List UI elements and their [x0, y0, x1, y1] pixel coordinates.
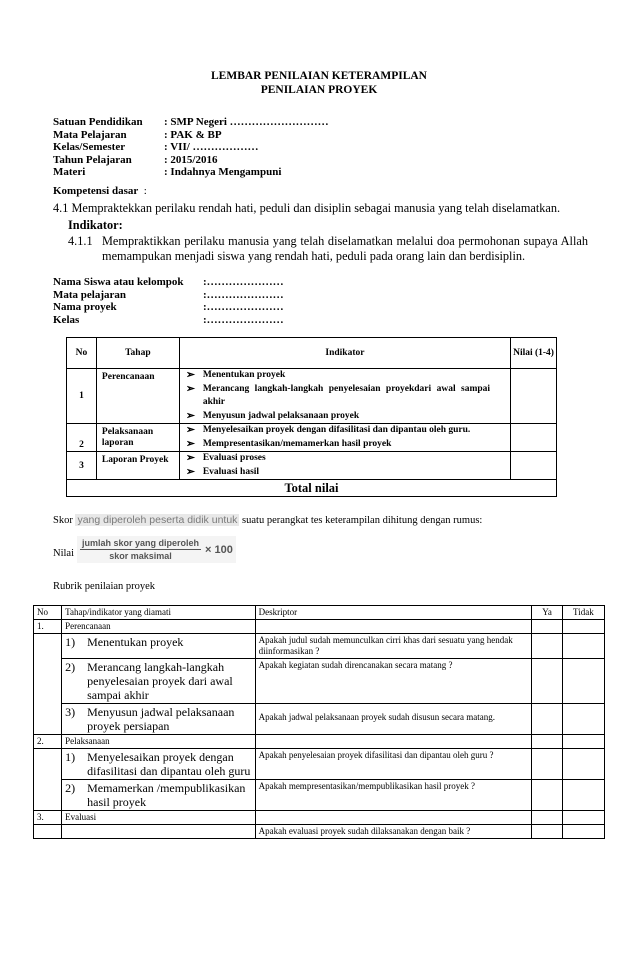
arrow-bullet-icon: ➢ [185, 437, 196, 450]
ya-cell[interactable] [532, 659, 562, 704]
list-item: ➢ Menyelesaikan proyek dengan difasilitasi dan dipantau oleh guru. [185, 424, 471, 436]
list-item: ➢ Merancang langkah-langkah penyelesaian proyekdari awal sampai akhir [180, 383, 510, 410]
arrow-bullet-icon: ➢ [185, 409, 196, 422]
col-nilai: Nilai (1-4) [511, 338, 557, 369]
table-row: 2) Merancang langkah-langkah penyelesaian proyek dari awal sampai akhir Apakah kegiatan sudah direncanakan secara matang ? [34, 659, 605, 704]
section-row: 1. Perencanaan [34, 620, 605, 634]
nilai-cell[interactable] [511, 369, 557, 424]
ya-cell[interactable] [532, 704, 562, 735]
score-formula [77, 536, 236, 563]
skor-line: Skor yang diperoleh peserta didik untuk suatu perangkat tes keterampilan dihitung dengan rumus: [53, 514, 483, 526]
nilai-cell[interactable] [511, 452, 557, 480]
table-header [67, 338, 557, 369]
document-title: LEMBAR PENILAIAN KETERAMPILAN [211, 70, 427, 82]
table-row: 2) Memamerkan /mempublikasikan hasil proyek Apakah mempresentasikan/mempublikasikan hasil proyek ? [34, 780, 605, 811]
table-row: 1) Menentukan proyek Apakah judul sudah memunculkan cirri khas dari sesuatu yang hendak diinformasikan ? [34, 634, 605, 659]
table-row: 3) Menyusun jadwal pelaksanaan proyek persiapan Apakah jadwal pelaksanaan proyek sudah disusun secara matang. [34, 704, 605, 735]
table-row: 1) Menyelesaikan proyek dengan difasilitasi dan dipantau oleh guru Apakah penyelesaian proyek difasilitasi dan dipantau oleh guru ? [34, 749, 605, 780]
arrow-bullet-icon: ➢ [185, 369, 196, 381]
meta-row: Nama proyek :………………… [53, 301, 284, 314]
ya-cell[interactable] [532, 825, 562, 839]
ya-cell[interactable] [532, 749, 562, 780]
kompetensi-text: 4.1 Mempraktekkan perilaku rendah hati, peduli dan disiplin sebagai manusia yang telah diselamatkan. [53, 201, 561, 215]
ya-cell[interactable] [532, 634, 562, 659]
list-item: ➢ Menentukan proyek [185, 369, 286, 381]
indikator-item: 4.1.1 Mempraktikkan perilaku manusia yang telah diselamatkan melalui doa permohonan supaya Allah memampukan menjadi siswa yang rendah hati, peduli pada orang lain dan berdisiplin. [68, 234, 588, 263]
section-row: 3. Evaluasi [34, 811, 605, 825]
tidak-cell[interactable] [562, 780, 604, 811]
tidak-cell[interactable] [562, 704, 604, 735]
kompetensi-heading: Kompetensi dasar : [53, 185, 147, 197]
meta-row: Kelas/Semester : VII/ ……………… [53, 141, 259, 154]
skor-overlay: yang diperoleh peserta didik untuk [77, 514, 238, 526]
list-item: ➢ Evaluasi hasil [185, 465, 260, 478]
meta-row: Tahun Pelajaran : 2015/2016 [53, 153, 218, 166]
ya-cell[interactable] [532, 780, 562, 811]
arrow-bullet-icon: ➢ [185, 465, 196, 478]
table-row: 3 Laporan Proyek ➢ Evaluasi proses ➢ Evaluasi hasil [67, 452, 557, 480]
nilai-label: Nilai [53, 548, 74, 559]
meta-row: Mata pelajaran :………………… [53, 288, 284, 301]
tidak-cell[interactable] [562, 825, 604, 839]
tidak-cell[interactable] [562, 749, 604, 780]
table-header: No Tahap/indikator yang diamati Deskriptor Ya Tidak [34, 606, 605, 620]
list-item: ➢ Mempresentasikan/memamerkan hasil proyek [185, 437, 392, 450]
rubric-table [33, 605, 605, 839]
meta-row: Mata Pelajaran : PAK & BP [53, 128, 222, 141]
section-row: 2. Pelaksanaan [34, 735, 605, 749]
col-tahap: Tahap [96, 338, 179, 369]
tidak-cell[interactable] [562, 659, 604, 704]
document-subtitle: PENILAIAN PROYEK [260, 84, 378, 96]
table-row: 2 Pelaksanaan laporan ➢ Menyelesaikan proyek dengan difasilitasi dan dipantau oleh guru. ➢ Mempresentasikan/memamerkan hasil proyek [67, 424, 557, 452]
formula-numerator: jumlah skor yang diperoleh [82, 538, 200, 548]
arrow-bullet-icon: ➢ [185, 424, 196, 436]
student-block [53, 276, 284, 326]
nilai-cell[interactable] [511, 424, 557, 452]
table-row: Apakah evaluasi proyek sudah dilaksanakan dengan baik ? [34, 825, 605, 839]
indikator-label: Indikator: [68, 218, 123, 232]
col-indikator: Indikator [179, 338, 510, 369]
rubrik-title: Rubrik penilaian proyek [53, 581, 156, 592]
arrow-bullet-icon: ➢ [185, 382, 196, 395]
tidak-cell[interactable] [562, 634, 604, 659]
list-item: ➢ Evaluasi proses [185, 452, 266, 464]
identity-block [53, 116, 329, 179]
meta-row: Kelas :………………… [53, 313, 284, 326]
col-no: No [67, 338, 97, 369]
table-row: 1 Perencanaan ➢ Menentukan proyek ➢ Merancang langkah-langkah penyelesaian proyekdari awal sampai akhir ➢ Menyusun jadwal pelaksanaan proyek [67, 369, 557, 424]
formula-denominator: skor maksimal [109, 551, 172, 561]
meta-row: Nama Siswa atau kelompok :………………… [53, 276, 284, 288]
arrow-bullet-icon: ➢ [185, 452, 196, 464]
assessment-table [66, 337, 557, 497]
meta-row: Materi : Indahnya Mengampuni [53, 166, 282, 179]
total-row: Total nilai [67, 480, 557, 497]
meta-row: Satuan Pendidikan : SMP Negeri ……………………… [53, 116, 329, 128]
list-item: ➢ Menyusun jadwal pelaksanaan proyek [185, 409, 360, 422]
formula-multiplier: × 100 [205, 543, 233, 556]
